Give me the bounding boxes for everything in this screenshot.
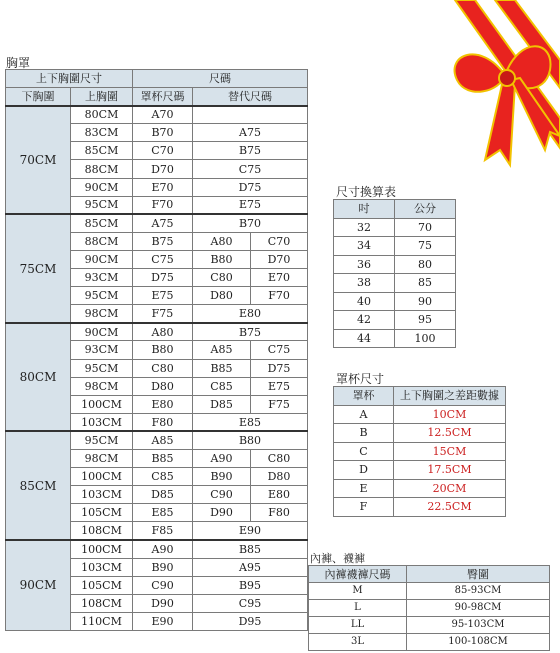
alt-size-cell: A90 [193,449,251,467]
alt-size-cell: D90 [193,504,251,522]
underwear-size-table [308,565,550,651]
inch-cell: 34 [334,237,395,256]
alt-size-cell: D75 [193,178,308,196]
under-bust-group-cell: 70CM [6,106,71,215]
ribbon-bow-icon [455,0,560,165]
alt-size-cell: C70 [251,232,308,250]
under-bust-group-cell: 90CM [6,540,71,630]
underwear-size-header: 內褲襪褲尺碼 [309,566,407,583]
bust-size-header: 上下胸圍尺寸 [6,70,133,88]
cup-letter-cell: E [334,479,394,498]
table-row [309,634,550,651]
over-bust-cell: 98CM [71,305,133,323]
cup-size-cell: D80 [133,377,193,395]
alt-size-cell: C80 [251,449,308,467]
hip-range-cell: 100-108CM [407,634,550,651]
alt-size-cell: E80 [251,486,308,504]
cup-size-cell: B80 [133,341,193,359]
cup-size-header: 罩杯尺碼 [133,88,193,106]
cup-difference-cell: 17.5CM [394,461,506,480]
under-bust-header: 下胸圍 [6,88,71,106]
bra-size-table [5,69,308,631]
cup-size-cell: B85 [133,449,193,467]
table-row [309,583,550,600]
over-bust-cell: 80CM [71,106,133,124]
over-bust-cell: 85CM [71,142,133,160]
conversion-title: 尺寸換算表 [336,185,397,199]
bra-section-title: 胸罩 [6,56,31,70]
table-row [6,106,308,124]
over-bust-cell: 90CM [71,178,133,196]
cup-size-cell: A70 [133,106,193,124]
alt-size-cell: C75 [251,341,308,359]
alt-size-cell: C75 [193,160,308,178]
table-row [309,617,550,634]
alt-size-cell: D80 [193,287,251,305]
alt-size-cell: B90 [193,468,251,486]
inch-cell: 38 [334,274,395,293]
cup-size-cell: B90 [133,558,193,576]
over-bust-cell: 108CM [71,522,133,540]
cm-cell: 70 [395,218,456,237]
table-row [334,424,506,443]
cup-size-cell: E75 [133,287,193,305]
cm-cell: 90 [395,292,456,311]
alt-size-cell: C80 [193,269,251,287]
over-bust-cell: 100CM [71,395,133,413]
ribbon-decoration [385,0,560,170]
cup-size-cell: C70 [133,142,193,160]
over-bust-cell: 90CM [71,323,133,341]
table-row [6,214,308,232]
alt-size-cell: D75 [251,359,308,377]
size-conversion-table [333,199,456,348]
over-bust-cell: 90CM [71,250,133,268]
inch-cell: 42 [334,311,395,330]
table-row [334,329,456,348]
over-bust-cell: 100CM [71,540,133,558]
hip-range-cell: 85-93CM [407,583,550,600]
table-row [334,237,456,256]
table-row [334,461,506,480]
alt-size-cell: E90 [193,522,308,540]
alt-size-cell: F70 [251,287,308,305]
cup-difference-cell: 20CM [394,479,506,498]
cup-difference-cell: 12.5CM [394,424,506,443]
table-row [334,218,456,237]
cup-size-cell: A90 [133,540,193,558]
cup-letter-cell: D [334,461,394,480]
cup-header: 罩杯 [334,387,394,406]
over-bust-cell: 95CM [71,431,133,449]
cup-size-cell: D85 [133,486,193,504]
alt-size-cell: C90 [193,486,251,504]
cup-letter-cell: F [334,498,394,517]
cup-letter-cell: C [334,442,394,461]
cup-size-cell: B75 [133,232,193,250]
cup-difference-header: 上下胸圍之差距數據 [394,387,506,406]
over-bust-cell: 93CM [71,341,133,359]
table-row [334,311,456,330]
over-bust-cell: 98CM [71,449,133,467]
cup-letter-cell: B [334,424,394,443]
over-bust-cell: 103CM [71,413,133,431]
table-row [334,479,506,498]
table-row [6,323,308,341]
table-row [334,498,506,517]
cup-size-cell: E80 [133,395,193,413]
cup-size-cell: D90 [133,594,193,612]
alt-size-cell: B70 [193,214,308,232]
cm-cell: 100 [395,329,456,348]
inch-cell: 44 [334,329,395,348]
cm-cell: 95 [395,311,456,330]
over-bust-header: 上胸圍 [71,88,133,106]
cup-size-cell: E85 [133,504,193,522]
inch-cell: 40 [334,292,395,311]
over-bust-cell: 93CM [71,269,133,287]
cup-size-table [333,386,506,517]
over-bust-cell: 108CM [71,594,133,612]
table-row [6,540,308,558]
alt-size-cell: B80 [193,431,308,449]
alt-size-cell: A95 [193,558,308,576]
alt-size-cell: C85 [193,377,251,395]
table-row [334,442,506,461]
cup-size-cell: C75 [133,250,193,268]
inch-cell: 32 [334,218,395,237]
cup-letter-cell: A [334,405,394,424]
alt-size-cell: D70 [251,250,308,268]
alt-size-header: 替代尺碼 [193,88,308,106]
under-bust-group-cell: 75CM [6,214,71,323]
cup-size-cell: C80 [133,359,193,377]
alt-size-cell: F75 [251,395,308,413]
cup-difference-cell: 22.5CM [394,498,506,517]
inch-cell: 36 [334,255,395,274]
table-row [309,600,550,617]
alt-size-cell: B85 [193,359,251,377]
alt-size-cell: B75 [193,142,308,160]
alt-size-cell: B95 [193,576,308,594]
hip-range-cell: 90-98CM [407,600,550,617]
alt-size-cell: E85 [193,413,308,431]
table-row [6,431,308,449]
alt-size-cell: E75 [251,377,308,395]
alt-size-cell: D95 [193,612,308,630]
alt-size-cell: F80 [251,504,308,522]
alt-size-cell [193,106,308,124]
cup-size-cell: E70 [133,178,193,196]
cup-size-cell: C85 [133,468,193,486]
alt-size-cell: C95 [193,594,308,612]
over-bust-cell: 95CM [71,196,133,214]
over-bust-cell: 110CM [71,612,133,630]
cm-header: 公分 [395,200,456,219]
table-row [334,405,506,424]
alt-size-cell: B80 [193,250,251,268]
over-bust-cell: 95CM [71,287,133,305]
alt-size-cell: E75 [193,196,308,214]
under-bust-group-cell: 80CM [6,323,71,432]
over-bust-cell: 98CM [71,377,133,395]
underwear-title: 內褲、襪褲 [310,552,365,565]
over-bust-cell: 83CM [71,124,133,142]
alt-size-cell: E80 [193,305,308,323]
table-row [334,274,456,293]
over-bust-cell: 100CM [71,468,133,486]
cup-size-cell: B70 [133,124,193,142]
table-row [334,255,456,274]
cup-size-cell: F80 [133,413,193,431]
cup-size-cell: D75 [133,269,193,287]
underwear-size-cell: LL [309,617,407,634]
cm-cell: 75 [395,237,456,256]
alt-size-cell: A85 [193,341,251,359]
over-bust-cell: 88CM [71,232,133,250]
under-bust-group-cell: 85CM [6,431,71,540]
cup-size-cell: A75 [133,214,193,232]
hip-range-cell: 95-103CM [407,617,550,634]
cup-size-cell: E90 [133,612,193,630]
cm-cell: 80 [395,255,456,274]
alt-size-cell: E70 [251,269,308,287]
alt-size-cell: B75 [193,323,308,341]
cup-size-cell: F70 [133,196,193,214]
hip-header: 臀圍 [407,566,550,583]
cup-size-cell: A85 [133,431,193,449]
cup-size-cell: F75 [133,305,193,323]
cup-difference-cell: 10CM [394,405,506,424]
alt-size-cell: A75 [193,124,308,142]
cup-title: 罩杯尺寸 [336,372,385,386]
over-bust-cell: 105CM [71,576,133,594]
over-bust-cell: 85CM [71,214,133,232]
cup-size-cell: A80 [133,323,193,341]
over-bust-cell: 88CM [71,160,133,178]
cup-size-cell: F85 [133,522,193,540]
over-bust-cell: 105CM [71,504,133,522]
cup-difference-cell: 15CM [394,442,506,461]
alt-size-cell: D80 [251,468,308,486]
over-bust-cell: 103CM [71,486,133,504]
table-row [334,292,456,311]
underwear-size-cell: M [309,583,407,600]
cup-size-cell: D70 [133,160,193,178]
inch-header: 吋 [334,200,395,219]
alt-size-cell: A80 [193,232,251,250]
over-bust-cell: 95CM [71,359,133,377]
cm-cell: 85 [395,274,456,293]
underwear-size-cell: 3L [309,634,407,651]
alt-size-cell: B85 [193,540,308,558]
alt-size-cell: D85 [193,395,251,413]
size-header: 尺碼 [133,70,308,88]
underwear-size-cell: L [309,600,407,617]
over-bust-cell: 103CM [71,558,133,576]
cup-size-cell: C90 [133,576,193,594]
